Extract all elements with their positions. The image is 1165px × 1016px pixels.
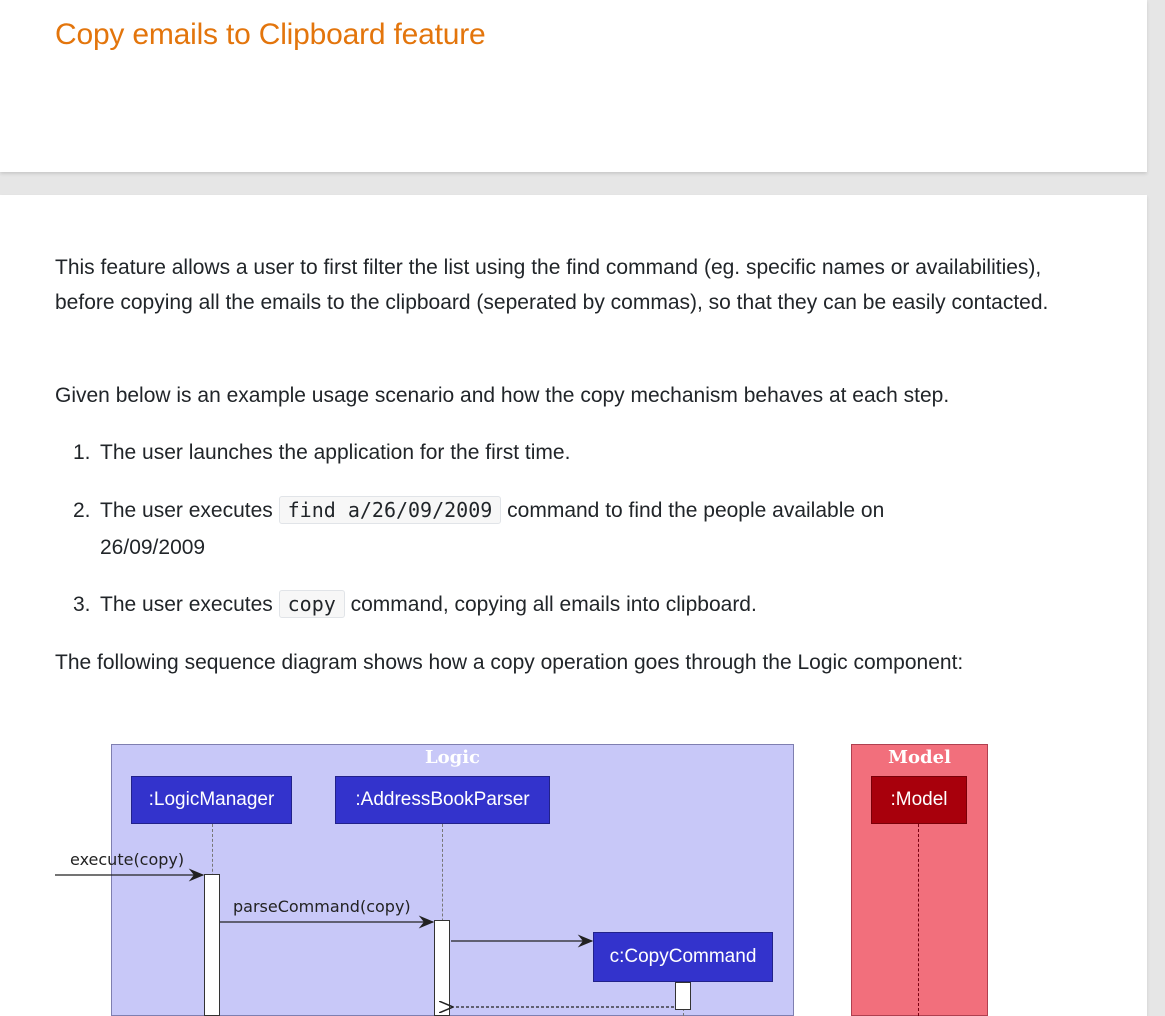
- list-text: The user executes: [100, 593, 273, 616]
- list-number: 3.: [73, 593, 91, 616]
- message-parse-command: parseCommand(copy): [233, 897, 411, 916]
- participant-model: :Model: [871, 776, 967, 824]
- list-number: 1.: [73, 441, 91, 464]
- list-text: command to find the people available on: [507, 499, 885, 522]
- participant-logic-manager: :LogicManager: [131, 776, 292, 824]
- message-execute: execute(copy): [70, 850, 185, 869]
- model-frame-label: Model: [888, 747, 951, 768]
- page-title: Copy emails to Clipboard feature: [55, 18, 486, 51]
- list-number: 2.: [73, 499, 91, 522]
- scenario-intro: Given below is an example usage scenario and how the copy mechanism behaves at each step.: [55, 384, 950, 407]
- logic-frame-label: Logic: [424, 747, 481, 768]
- list-text: command, copying all emails into clipboard.: [350, 593, 757, 616]
- diagram-intro: The following sequence diagram shows how a copy operation goes through the Logic component:: [55, 651, 964, 674]
- inline-code: find a/26/09/2009: [279, 496, 502, 524]
- list-text: The user launches the application for the first time.: [100, 441, 571, 464]
- intro-paragraph: This feature allows a user to first filter the list using the find command (eg. specific names or availabilities), before copying all the emails to the clipboard (seperated by commas), so that they can be easily contacted.: [55, 256, 1049, 314]
- participant-address-book-parser: :AddressBookParser: [335, 776, 550, 824]
- list-text: 26/09/2009: [100, 536, 206, 559]
- participant-copy-command: c:CopyCommand: [593, 932, 773, 982]
- inline-code: copy: [279, 590, 345, 618]
- list-text: The user executes: [100, 499, 273, 522]
